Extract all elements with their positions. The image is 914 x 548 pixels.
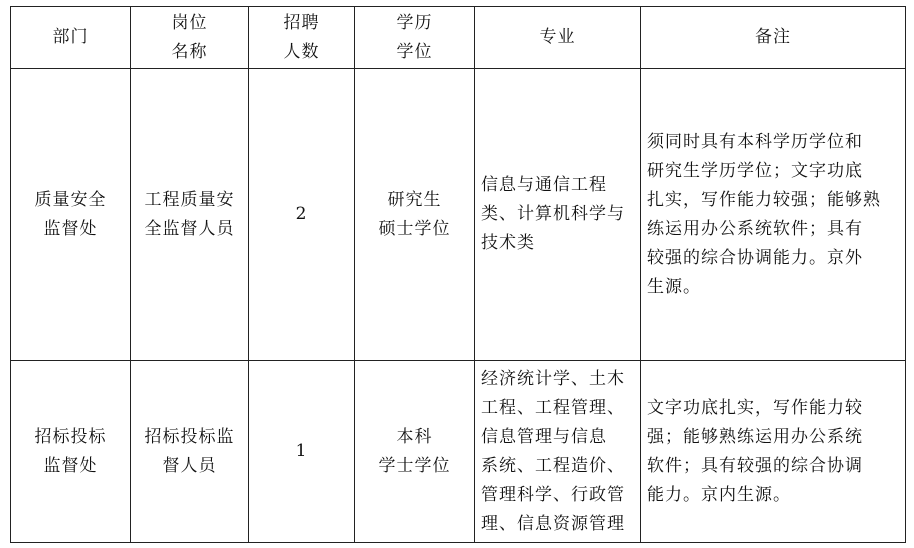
header-count: 招聘 人数 xyxy=(249,7,355,69)
cell-dept: 质量安全 监督处 xyxy=(11,69,131,361)
cell-major: 信息与通信工程 类、计算机科学与 技术类 xyxy=(475,69,641,361)
cell-notes: 须同时具有本科学历学位和 研究生学历学位；文字功底 扎实，写作能力较强；能够熟 练运用办公系统软件；具有 较强的综合协调能力。京外 生源。 xyxy=(641,69,906,361)
table-row xyxy=(11,69,906,361)
cell-major: 经济统计学、土木 工程、工程管理、 信息管理与信息 系统、工程造价、 管理科学、行政管 理、信息资源管理 xyxy=(475,361,641,543)
header-notes: 备注 xyxy=(641,7,906,69)
cell-notes: 文字功底扎实，写作能力较 强；能够熟练运用办公系统 软件；具有较强的综合协调 能力。京内生源。 xyxy=(641,361,906,543)
header-position: 岗位 名称 xyxy=(131,7,249,69)
header-major: 专业 xyxy=(475,7,641,69)
header-dept: 部门 xyxy=(11,7,131,69)
cell-degree: 研究生 硕士学位 xyxy=(355,69,475,361)
cell-count: 2 xyxy=(249,69,355,361)
table-row xyxy=(11,361,906,543)
cell-degree: 本科 学士学位 xyxy=(355,361,475,543)
cell-position: 工程质量安 全监督人员 xyxy=(131,69,249,361)
cell-count: 1 xyxy=(249,361,355,543)
cell-dept: 招标投标 监督处 xyxy=(11,361,131,543)
recruitment-table xyxy=(10,6,906,543)
header-degree: 学历 学位 xyxy=(355,7,475,69)
header-row xyxy=(11,7,906,69)
cell-position: 招标投标监 督人员 xyxy=(131,361,249,543)
